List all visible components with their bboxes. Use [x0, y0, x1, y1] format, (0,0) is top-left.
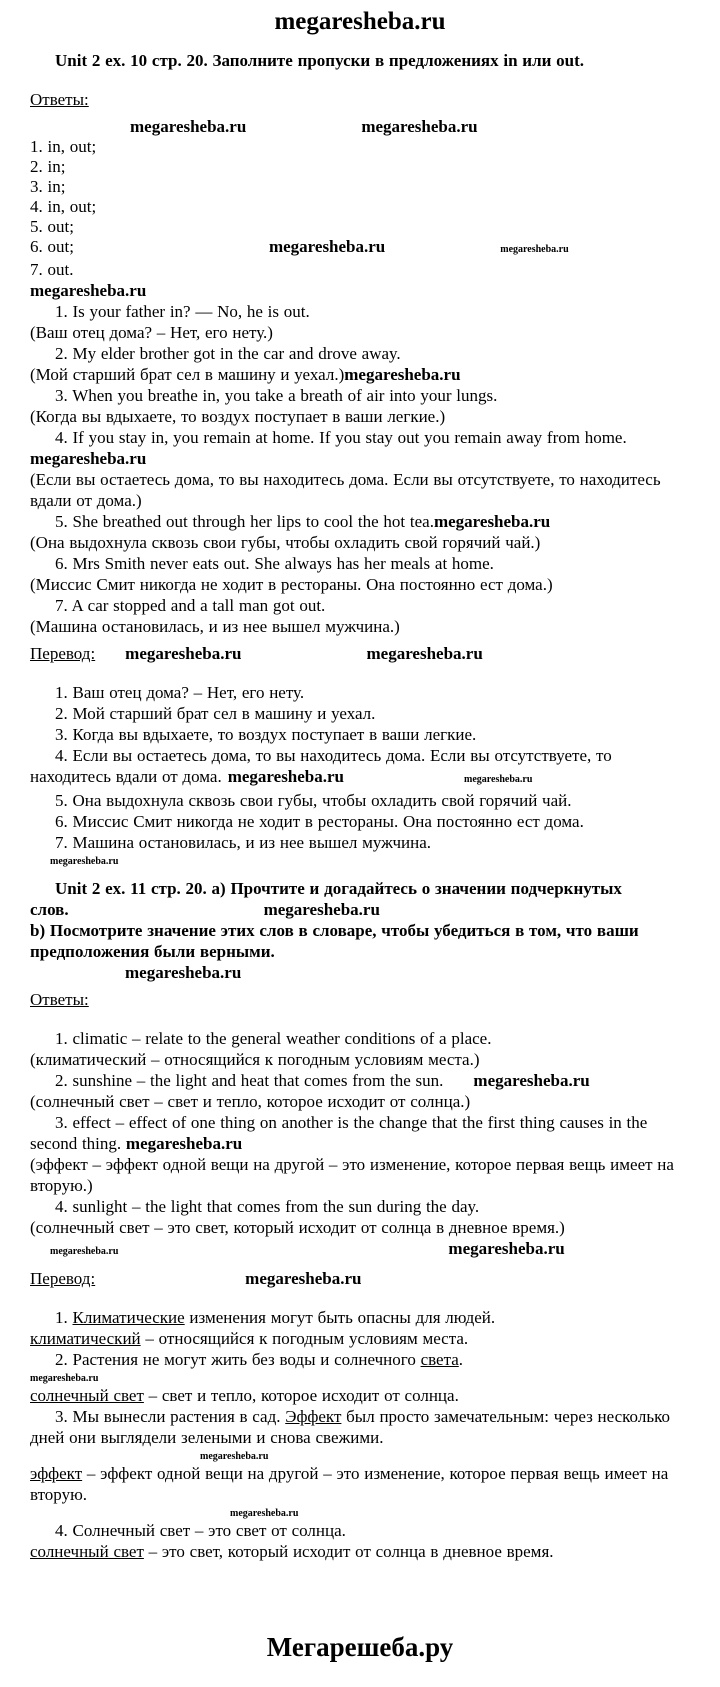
- answer-item: [30, 237, 695, 260]
- text-segment: изменения могут быть опасны для людей.: [184, 1308, 496, 1327]
- watermark: megaresheba.ru: [130, 117, 247, 136]
- translation-item: [30, 703, 695, 724]
- sentence-ru: [30, 616, 695, 637]
- word-translation: [30, 1406, 695, 1448]
- answer-item: [30, 197, 695, 217]
- text-segment: .: [458, 1350, 464, 1369]
- watermark: megaresheba.ru: [50, 856, 119, 867]
- text-segment: 4. sunlight – the light that comes from the sun during the day.: [55, 1197, 480, 1216]
- text-segment: 1. in, out;: [30, 137, 97, 156]
- watermark: megaresheba.ru: [121, 1134, 243, 1153]
- text-segment: Климатические: [72, 1308, 185, 1327]
- answer-item: [30, 217, 695, 237]
- text-segment: (Миссис Смит никогда не ходит в рестораны. Она постоянно ест дома.): [30, 575, 553, 594]
- text-segment: – относящийся к погодным условиям места.: [140, 1329, 469, 1348]
- text-segment: света: [420, 1350, 459, 1369]
- text-segment: (Ваш отец дома? – Нет, его нету.): [30, 323, 273, 342]
- text-segment: 5. Она выдохнула сквозь свои губы, чтобы охладить свой горячий чай.: [55, 791, 572, 810]
- sentence-en: [30, 553, 695, 574]
- text-segment: 1.: [55, 1308, 73, 1327]
- watermark-line: [30, 962, 695, 983]
- watermark-line: [30, 1505, 695, 1520]
- watermark: megaresheba.ru: [263, 900, 380, 919]
- watermark: megaresheba.ru: [50, 1246, 119, 1257]
- text-segment: солнечный свет: [30, 1386, 144, 1405]
- translation-item: [30, 745, 695, 790]
- sentence-en: [30, 511, 695, 532]
- watermark: megaresheba.ru: [125, 963, 242, 982]
- watermark: megaresheba.ru: [448, 1239, 565, 1258]
- word-translation: [30, 1520, 695, 1541]
- text-segment: 2. Растения не могут жить без воды и солнечного: [55, 1350, 421, 1369]
- watermark: megaresheba.ru: [361, 117, 478, 136]
- text-segment: был просто замечательным: через несколько дней они выглядели зелеными и снова свежими.: [30, 1407, 670, 1447]
- watermark: megaresheba.ru: [30, 449, 147, 468]
- watermark: megaresheba.ru: [366, 644, 483, 663]
- definition-ru: [30, 1154, 695, 1196]
- translation-label: [30, 1268, 695, 1289]
- text-segment: Эффект: [285, 1407, 342, 1426]
- definition-en: [30, 1028, 695, 1049]
- word-definition: [30, 1541, 695, 1562]
- text-segment: 4. Солнечный свет – это свет от солнца.: [55, 1521, 346, 1540]
- text-segment: 3. effect – effect of one thing on another is the change that the first thing causes in the second thing.: [30, 1113, 648, 1153]
- text-segment: 6. Миссис Смит никогда не ходит в рестораны. Она постоянно ест дома.: [55, 812, 584, 831]
- text-segment: 6. out;: [30, 237, 74, 256]
- watermark-line: [30, 1238, 695, 1262]
- answers-label: [30, 989, 695, 1010]
- sentence-ru: [30, 322, 695, 343]
- watermark: megaresheba.ru: [433, 512, 551, 531]
- word-translation: [30, 1307, 695, 1328]
- text-segment: Перевод:: [30, 1269, 96, 1288]
- text-segment: (Если вы остаетесь дома, то вы находитесь дома. Если вы отсутствуете, то находитесь вдали от дома.): [30, 470, 661, 510]
- watermark: megaresheba.ru: [473, 1071, 590, 1090]
- text-segment: – это свет, который исходит от солнца в дневное время.: [143, 1542, 554, 1561]
- text-segment: 3. Мы вынесли растения в сад.: [55, 1407, 286, 1426]
- sentence-ru: [30, 469, 695, 511]
- sentence-ru: [30, 574, 695, 595]
- text-segment: (солнечный свет – свет и тепло, которое исходит от солнца.): [30, 1092, 471, 1111]
- exercise-10-heading: [30, 50, 695, 71]
- text-segment: 3. Когда вы вдыхаете, то воздух поступает в ваши легкие.: [55, 725, 477, 744]
- watermark-line: [30, 1370, 695, 1385]
- exercise-11-heading-b: [30, 920, 695, 962]
- answer-item: [30, 177, 695, 197]
- watermark: megaresheba.ru: [30, 1373, 99, 1384]
- definition-en: [30, 1070, 695, 1091]
- text-segment: 1. Ваш отец дома? – Нет, его нету.: [55, 683, 305, 702]
- sentence-ru: [30, 364, 695, 385]
- watermark: megaresheba.ru: [125, 644, 242, 663]
- definition-en: [30, 1112, 695, 1154]
- text-segment: (Машина остановилась, и из нее вышел мужчина.): [30, 617, 400, 636]
- translation-item: [30, 811, 695, 832]
- word-definition: [30, 1463, 695, 1505]
- watermark: megaresheba.ru: [230, 1508, 299, 1519]
- text-segment: 1. Is your father in? — No, he is out.: [55, 302, 310, 321]
- document-body: [0, 50, 720, 1562]
- text-segment: Ответы:: [30, 990, 89, 1009]
- text-segment: климатический: [30, 1329, 141, 1348]
- definition-ru: [30, 1217, 695, 1238]
- text-segment: Unit 2 ex. 11 стр. 20. a) Прочтите и догадайтесь о значении подчеркнутых слов.: [30, 879, 622, 919]
- exercise-11-heading: [30, 878, 695, 920]
- sentence-en: [30, 385, 695, 406]
- text-segment: 1. climatic – relate to the general weather conditions of a place.: [55, 1029, 492, 1048]
- sentence-en: [30, 427, 695, 469]
- answer-item: [30, 137, 695, 157]
- text-segment: (солнечный свет – это свет, который исходит от солнца в дневное время.): [30, 1218, 565, 1237]
- text-segment: – эффект одной вещи на другой – это изменение, которое первая вещь имеет на вторую.: [30, 1464, 669, 1504]
- text-segment: 5. out;: [30, 217, 74, 236]
- translation-item: [30, 790, 695, 811]
- definition-ru: [30, 1049, 695, 1070]
- watermark: megaresheba.ru: [30, 281, 147, 300]
- text-segment: Unit 2 ex. 10 стр. 20. Заполните пропуски в предложениях in или out.: [55, 51, 585, 70]
- text-segment: 4. Если вы остаетесь дома, то вы находитесь дома. Если вы отсутствуете, то находитесь вдали от дома.: [30, 746, 612, 786]
- footer-site-title: Мегарешеба.ру: [266, 1632, 454, 1662]
- watermark-line: [30, 853, 695, 868]
- watermark: megaresheba.ru: [268, 237, 386, 256]
- definition-ru: [30, 1091, 695, 1112]
- site-title-watermark: megaresheba.ru: [274, 8, 446, 35]
- watermark-line: [30, 116, 695, 137]
- text-segment: 2. sunshine – the light and heat that comes from the sun.: [55, 1071, 444, 1090]
- text-segment: 6. Mrs Smith never eats out. She always has her meals at home.: [55, 554, 494, 573]
- word-definition: [30, 1328, 695, 1349]
- translation-item: [30, 682, 695, 703]
- text-segment: солнечный свет: [30, 1542, 144, 1561]
- text-segment: b) Посмотрите значение этих слов в словаре, чтобы убедиться в том, что ваши предположения были верными.: [30, 921, 639, 961]
- text-segment: – свет и тепло, которое исходит от солнца.: [143, 1386, 459, 1405]
- text-segment: 2. Мой старший брат сел в машину и уехал.: [55, 704, 376, 723]
- text-segment: (Мой старший брат сел в машину и уехал.): [30, 365, 345, 384]
- text-segment: эффект: [30, 1464, 83, 1483]
- watermark: megaresheba.ru: [245, 1269, 362, 1288]
- watermark: megaresheba.ru: [464, 774, 533, 785]
- answer-item: [30, 157, 695, 177]
- translation-item: [30, 724, 695, 745]
- text-segment: 2. My elder brother got in the car and drove away.: [55, 344, 401, 363]
- translation-label: [30, 643, 695, 664]
- answer-item: [30, 260, 695, 280]
- definition-en: [30, 1196, 695, 1217]
- sentence-ru: [30, 406, 695, 427]
- text-segment: 7. Машина остановилась, и из нее вышел мужчина.: [55, 833, 432, 852]
- translation-item: [30, 832, 695, 853]
- watermark-line: [30, 1448, 695, 1463]
- text-segment: (Когда вы вдыхаете, то воздух поступает в ваши легкие.): [30, 407, 446, 426]
- watermark: megaresheba.ru: [344, 365, 461, 384]
- sentence-ru: [30, 532, 695, 553]
- watermark-line: [30, 280, 695, 301]
- text-segment: Ответы:: [30, 90, 89, 109]
- text-segment: 2. in;: [30, 157, 66, 176]
- word-definition: [30, 1385, 695, 1406]
- text-segment: 4. in, out;: [30, 197, 97, 216]
- text-segment: 7. A car stopped and a tall man got out.: [55, 596, 326, 615]
- watermark: megaresheba.ru: [500, 244, 569, 255]
- text-segment: (климатический – относящийся к погодным условиям места.): [30, 1050, 480, 1069]
- text-segment: 7. out.: [30, 260, 74, 279]
- text-segment: 3. When you breathe in, you take a breath of air into your lungs.: [55, 386, 498, 405]
- word-translation: [30, 1349, 695, 1370]
- answers-label: [30, 89, 695, 110]
- text-segment: 5. She breathed out through her lips to cool the hot tea.: [55, 512, 434, 531]
- text-segment: 4. If you stay in, you remain at home. If you stay out you remain away from home.: [55, 428, 627, 447]
- sentence-en: [30, 343, 695, 364]
- watermark: megaresheba.ru: [227, 767, 345, 786]
- sentence-en: [30, 595, 695, 616]
- text-segment: (Она выдохнула сквозь свои губы, чтобы охладить свой горячий чай.): [30, 533, 541, 552]
- watermark: megaresheba.ru: [200, 1451, 269, 1462]
- sentence-en: [30, 301, 695, 322]
- text-segment: 3. in;: [30, 177, 66, 196]
- text-segment: Перевод:: [30, 644, 96, 663]
- text-segment: (эффект – эффект одной вещи на другой – это изменение, которое первая вещь имеет на вторую.): [30, 1155, 674, 1195]
